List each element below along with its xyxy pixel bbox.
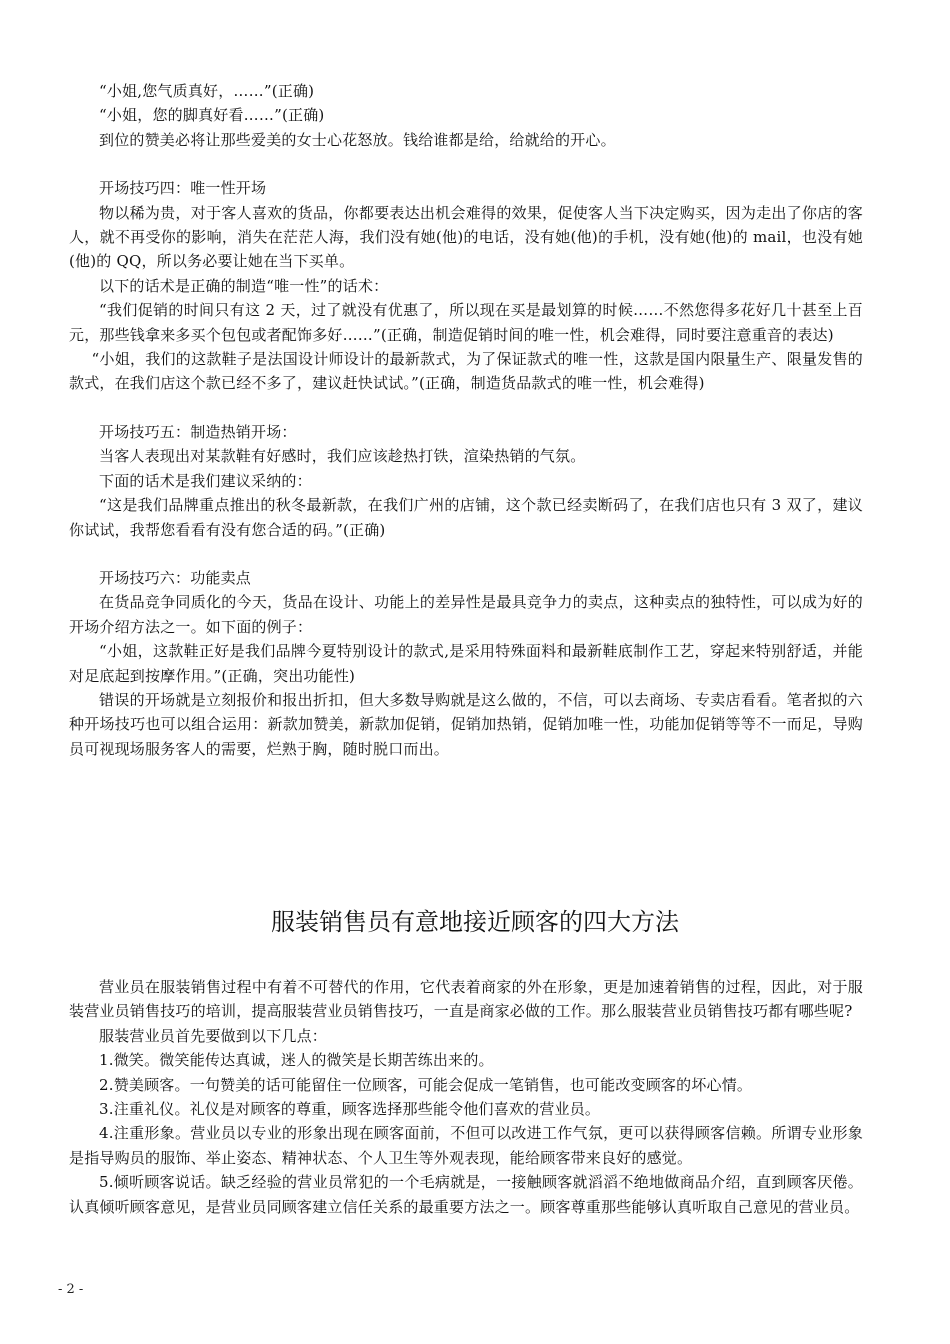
tip-4-quote-1: “我们促销的时间只有这 2 天，过了就没有优惠了，所以现在买是最划算的时候……不然您得多花好几十甚至上百元，那些钱拿来多买个包包或者配饰多好……”(正确，制造促销时间的唯一性，机会难得，同时要注意重音的表达): [69, 301, 863, 344]
praise-example-2: “小姐，您的脚真好看……”(正确): [99, 106, 325, 125]
tip-6-paragraph-1: 在货品竞争同质化的今天，货品在设计、功能上的差异性是最具竞争力的卖点，这种卖点的独特性，可以成为好的开场介绍方法之一。如下面的例子：: [69, 593, 863, 636]
list-item: 1.微笑。微笑能传达真诚，迷人的微笑是长期苦练出来的。: [99, 1051, 494, 1070]
list-item: 2.赞美顾客。一句赞美的话可能留住一位顾客，可能会促成一笔销售，也可能改变顾客的坏心情。: [99, 1075, 753, 1094]
tip-6-title: 开场技巧六：功能卖点: [99, 568, 252, 587]
praise-conclusion: 到位的赞美必将让那些爱美的女士心花怒放。钱给谁都是给，给就给的开心。: [99, 130, 616, 149]
paragraph-gap: [69, 542, 863, 566]
tip-4-paragraph-1: 物以稀为贵，对于客人喜欢的货品，你都要表达出机会难得的效果，促使客人当下决定购买，因为走出了你店的客人，就不再受你的影响，消失在茫茫人海，我们没有她(他)的电话，没有她(他)的手机，没有她(他)的 mail，也没有她(他)的 QQ，所以务必要让她在当下买单。: [69, 203, 863, 271]
list-item: 5.倾听顾客说话。缺乏经验的营业员常犯的一个毛病就是，一接触顾客就滔滔不绝地做商品介绍，直到顾客厌倦。认真倾听顾客意见，是营业员同顾客建立信任关系的最重要方法之一。顾客尊重那些能够认真听取自己意见的营业员。: [69, 1173, 863, 1216]
tip-6-paragraph-2: 错误的开场就是立刻报价和报出折扣，但大多数导购就是这么做的，不信，可以去商场、专卖店看看。笔者拟的六种开场技巧也可以组合运用：新款加赞美，新款加促销，促销加热销，促销加唯一性，功能加促销等等不一而足，导购员可视现场服务客人的需要，烂熟于胸，随时脱口而出。: [69, 690, 863, 758]
tip-5-paragraph-1: 当客人表现出对某款鞋有好感时，我们应该趁热打铁，渲染热销的气氛。: [99, 447, 586, 466]
opening-techniques-section: [69, 79, 863, 761]
paragraph-gap: [69, 152, 863, 176]
section-heading: 服装销售员有意地接近顾客的四大方法: [271, 908, 679, 936]
tip-5-paragraph-2: 下面的话术是我们建议采纳的：: [99, 471, 312, 490]
tip-4-quote-2: “小姐，我们的这款鞋子是法国设计师设计的最新款式，为了保证款式的唯一性，这款是国内限量生产、限量发售的款式，在我们店这个款已经不多了，建议赶快试试。”(正确，制造货品款式的唯一性，机会难得): [69, 350, 863, 393]
praise-example-1: “小姐,您气质真好，……”(正确): [99, 82, 315, 100]
list-item: 4.注重形象。营业员以专业的形象出现在顾客面前，不但可以改进工作气氛，更可以获得顾客信赖。所谓专业形象是指导购员的服饰、举止姿态、精神状态、个人卫生等外观表现，能给顾客带来良好的感觉。: [69, 1124, 863, 1167]
tip-4-paragraph-2: 以下的话术是正确的制造“唯一性”的话术：: [99, 276, 389, 295]
list-item: 3.注重礼仪。礼仪是对顾客的尊重，顾客选择那些能令他们喜欢的营业员。: [99, 1100, 601, 1119]
page-number: - 2 -: [58, 1282, 84, 1297]
paragraph-gap: [69, 396, 863, 420]
tip-6-quote-1: “小姐，这款鞋正好是我们品牌今夏特别设计的款式,是采用特殊面料和最新鞋底制作工艺，穿起来特别舒适，并能对足底起到按摩作用。”(正确，突出功能性): [69, 642, 863, 685]
intro-paragraph: 营业员在服装销售过程中有着不可替代的作用，它代表着商家的外在形象，更是加速着销售的过程，因此，对于服装营业员销售技巧的培训，提高服装营业员销售技巧，一直是商家必做的工作。那么服装营业员销售技巧都有哪些呢?: [69, 978, 863, 1021]
tip-5-title: 开场技巧五：制造热销开场：: [99, 422, 297, 441]
approach-methods-section: [69, 975, 863, 1219]
tip-5-quote-1: “这是我们品牌重点推出的秋冬最新款，在我们广州的店铺，这个款已经卖断码了，在我们店也只有 3 双了，建议你试试，我帮您看看有没有您合适的码。”(正确): [69, 496, 863, 539]
lead-paragraph: 服装营业员首先要做到以下几点：: [99, 1026, 328, 1045]
tip-4-title: 开场技巧四：唯一性开场: [99, 179, 267, 198]
